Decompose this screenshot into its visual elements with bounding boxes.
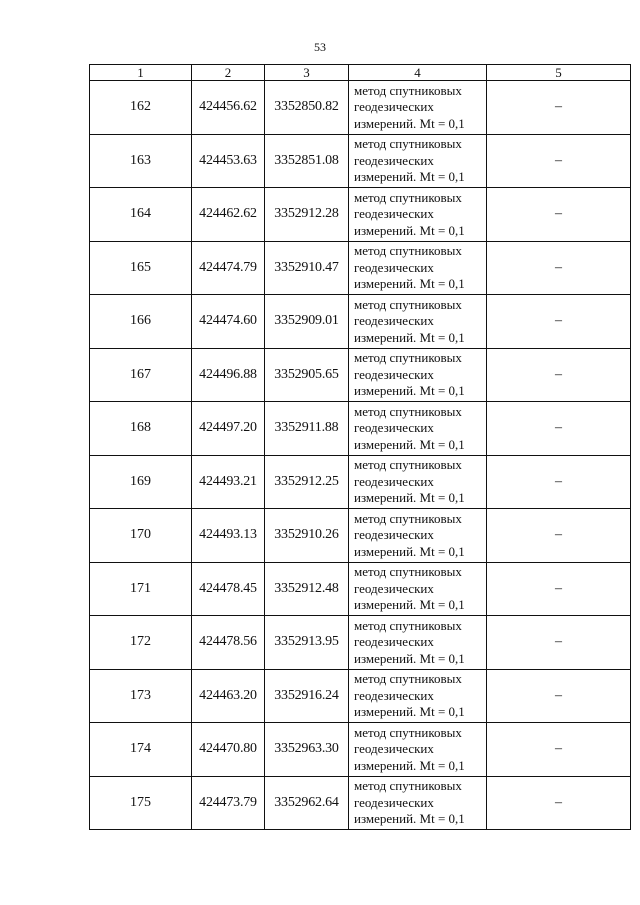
y-coordinate-cell: 3352963.30 [265, 723, 349, 777]
method-line: измерений. Mt = 0,1 [354, 490, 465, 505]
method-cell [349, 241, 487, 295]
method-line: метод спутниковых [354, 82, 462, 98]
table-row [90, 509, 631, 563]
header-cell-3: 3 [265, 65, 349, 81]
header-cell-2: 2 [192, 65, 265, 81]
x-coordinate-cell: 424463.20 [192, 669, 265, 723]
x-coordinate-cell: 424473.79 [192, 776, 265, 830]
method-line: метод спутниковых [354, 724, 462, 740]
header-cell-5: 5 [487, 65, 631, 81]
note-cell: – [487, 241, 631, 295]
method-cell [349, 776, 487, 830]
x-coordinate-cell: 424474.79 [192, 241, 265, 295]
method-line: геодезических [354, 420, 434, 435]
point-number-cell: 168 [90, 402, 192, 456]
method-line: измерений. Mt = 0,1 [354, 650, 465, 666]
method-line: геодезических [354, 741, 434, 756]
method-line: измерений. Mt = 0,1 [354, 543, 465, 559]
method-cell [349, 455, 487, 509]
x-coordinate-cell: 424493.21 [192, 455, 265, 509]
method-cell [349, 348, 487, 402]
y-coordinate-cell: 3352851.08 [265, 134, 349, 188]
note-cell: – [487, 134, 631, 188]
method-line: метод спутниковых [354, 564, 462, 579]
point-number-cell: 175 [90, 776, 192, 830]
y-coordinate-cell: 3352909.01 [265, 295, 349, 349]
method-line: геодезических [354, 527, 434, 542]
method-line: геодезических [354, 634, 434, 649]
method-line: метод спутниковых [354, 189, 462, 205]
table-row [90, 348, 631, 402]
x-coordinate-cell: 424462.62 [192, 188, 265, 242]
table-row [90, 402, 631, 456]
note-cell: – [487, 509, 631, 563]
point-number-cell: 174 [90, 723, 192, 777]
y-coordinate-cell: 3352912.25 [265, 455, 349, 509]
table-row [90, 562, 631, 616]
note-cell: – [487, 776, 631, 830]
method-line: метод спутниковых [354, 457, 462, 472]
table-row [90, 295, 631, 349]
note-cell: – [487, 562, 631, 616]
table-row [90, 455, 631, 509]
table-row [90, 188, 631, 242]
method-line: метод спутниковых [354, 671, 462, 686]
x-coordinate-cell: 424496.88 [192, 348, 265, 402]
method-cell [349, 295, 487, 349]
note-cell: – [487, 669, 631, 723]
y-coordinate-cell: 3352916.24 [265, 669, 349, 723]
method-cell [349, 669, 487, 723]
point-number-cell: 172 [90, 616, 192, 670]
y-coordinate-cell: 3352962.64 [265, 776, 349, 830]
x-coordinate-cell: 424474.60 [192, 295, 265, 349]
y-coordinate-cell: 3352910.26 [265, 509, 349, 563]
method-line: геодезических [354, 687, 434, 703]
point-number-cell: 166 [90, 295, 192, 349]
method-line: измерений. Mt = 0,1 [354, 383, 465, 398]
method-cell [349, 509, 487, 563]
point-number-cell: 171 [90, 562, 192, 616]
note-cell: – [487, 723, 631, 777]
note-cell: – [487, 616, 631, 670]
method-line: метод спутниковых [354, 136, 462, 151]
method-line: измерений. Mt = 0,1 [354, 169, 465, 184]
method-cell [349, 134, 487, 188]
method-line: измерений. Mt = 0,1 [354, 757, 465, 773]
method-cell [349, 616, 487, 670]
x-coordinate-cell: 424493.13 [192, 509, 265, 563]
point-number-cell: 167 [90, 348, 192, 402]
x-coordinate-cell: 424453.63 [192, 134, 265, 188]
y-coordinate-cell: 3352911.88 [265, 402, 349, 456]
method-line: измерений. Mt = 0,1 [354, 436, 465, 452]
y-coordinate-cell: 3352905.65 [265, 348, 349, 402]
method-line: измерений. Mt = 0,1 [354, 115, 465, 131]
method-line: метод спутниковых [354, 510, 462, 526]
table-row [90, 81, 631, 135]
method-cell [349, 402, 487, 456]
method-line: геодезических [354, 206, 434, 221]
table-row [90, 669, 631, 723]
method-line: метод спутниковых [354, 617, 462, 633]
point-number-cell: 170 [90, 509, 192, 563]
note-cell: – [487, 455, 631, 509]
method-line: измерений. Mt = 0,1 [354, 276, 465, 291]
x-coordinate-cell: 424478.56 [192, 616, 265, 670]
point-number-cell: 173 [90, 669, 192, 723]
point-number-cell: 162 [90, 81, 192, 135]
method-line: геодезических [354, 366, 434, 382]
method-line: измерений. Mt = 0,1 [354, 222, 465, 238]
coordinates-table [89, 64, 631, 830]
method-line: геодезических [354, 473, 434, 489]
note-cell: – [487, 81, 631, 135]
method-line: метод спутниковых [354, 403, 462, 419]
table-row [90, 616, 631, 670]
method-line: метод спутниковых [354, 243, 462, 258]
x-coordinate-cell: 424470.80 [192, 723, 265, 777]
method-line: метод спутниковых [354, 350, 462, 365]
page-number: 53 [314, 40, 326, 54]
method-cell [349, 81, 487, 135]
method-line: метод спутниковых [354, 296, 462, 312]
method-line: геодезических [354, 794, 434, 810]
method-line: геодезических [354, 580, 434, 596]
method-cell [349, 562, 487, 616]
note-cell: – [487, 402, 631, 456]
table-row [90, 723, 631, 777]
method-line: измерений. Mt = 0,1 [354, 704, 465, 719]
x-coordinate-cell: 424497.20 [192, 402, 265, 456]
method-line: геодезических [354, 152, 434, 168]
note-cell: – [487, 295, 631, 349]
point-number-cell: 164 [90, 188, 192, 242]
method-line: измерений. Mt = 0,1 [354, 811, 465, 826]
method-line: измерений. Mt = 0,1 [354, 597, 465, 612]
y-coordinate-cell: 3352910.47 [265, 241, 349, 295]
method-line: геодезических [354, 313, 434, 328]
point-number-cell: 163 [90, 134, 192, 188]
y-coordinate-cell: 3352912.28 [265, 188, 349, 242]
x-coordinate-cell: 424478.45 [192, 562, 265, 616]
header-cell-1: 1 [90, 65, 192, 81]
note-cell: – [487, 188, 631, 242]
y-coordinate-cell: 3352850.82 [265, 81, 349, 135]
point-number-cell: 165 [90, 241, 192, 295]
header-cell-4: 4 [349, 65, 487, 81]
method-cell [349, 188, 487, 242]
note-cell: – [487, 348, 631, 402]
table-row [90, 241, 631, 295]
method-line: геодезических [354, 259, 434, 275]
y-coordinate-cell: 3352912.48 [265, 562, 349, 616]
method-line: измерений. Mt = 0,1 [354, 329, 465, 345]
point-number-cell: 169 [90, 455, 192, 509]
method-cell [349, 723, 487, 777]
method-line: геодезических [354, 99, 434, 114]
x-coordinate-cell: 424456.62 [192, 81, 265, 135]
method-line: метод спутниковых [354, 778, 462, 793]
table-row [90, 776, 631, 830]
y-coordinate-cell: 3352913.95 [265, 616, 349, 670]
table-row [90, 134, 631, 188]
header-row [90, 65, 631, 81]
